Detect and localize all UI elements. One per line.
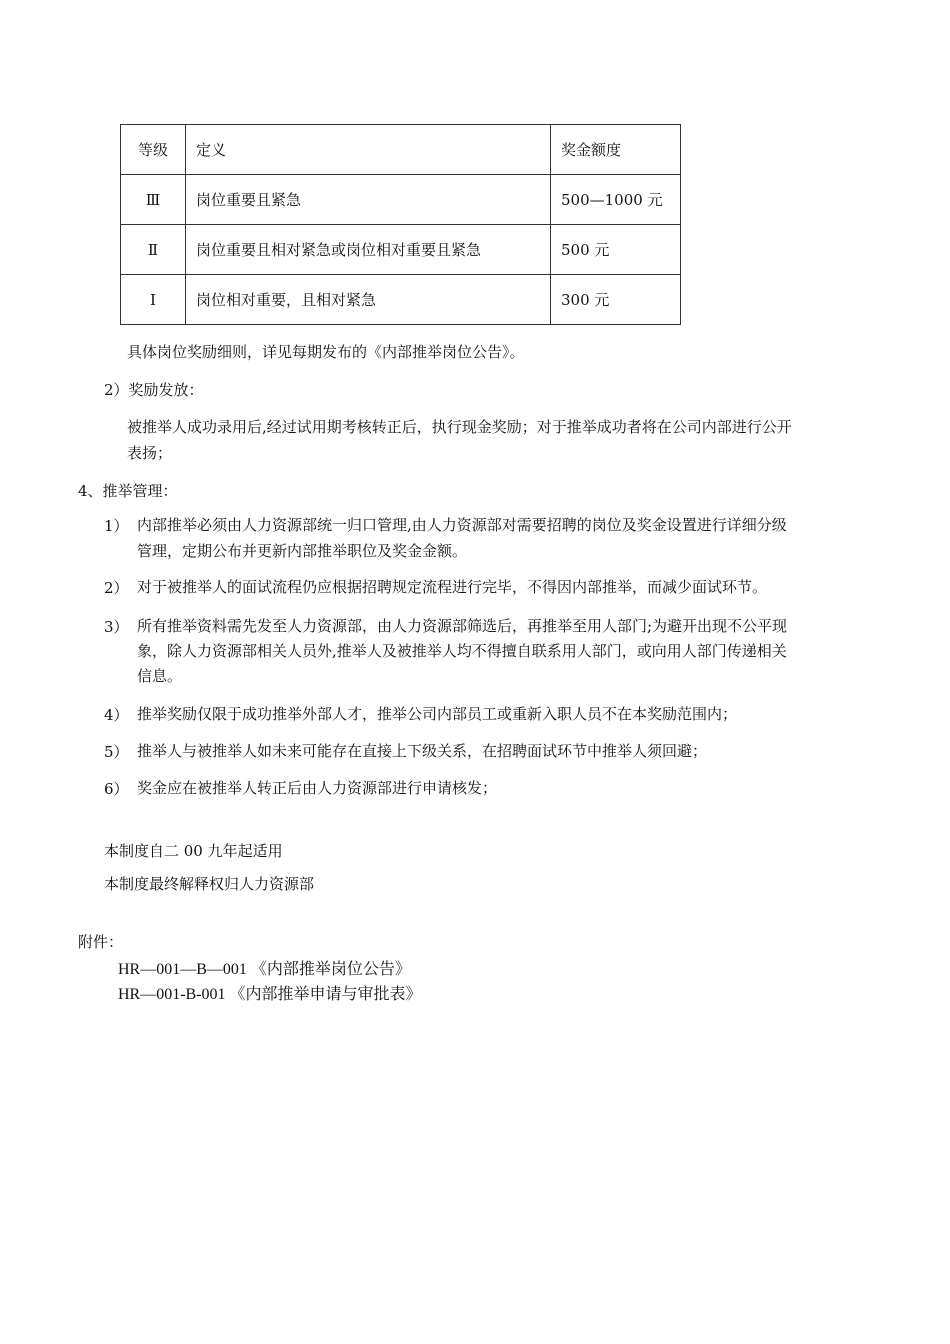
management-item-line: 信息。 xyxy=(137,667,183,685)
row-amount: 300 元 xyxy=(551,275,681,325)
table-row xyxy=(121,275,681,325)
management-item-line: 管理，定期公布并更新内部推举职位及奖金金额。 xyxy=(137,542,468,560)
header-definition: 定义 xyxy=(186,125,551,175)
reward-payment-heading: 2）奖励发放： xyxy=(104,381,204,399)
row-definition: 岗位重要且紧急 xyxy=(186,175,551,225)
management-item-line: 象，除人力资源部相关人员外,推举人及被推举人均不得擅自联系用人部门，或向用人部门传递相关 xyxy=(137,642,787,660)
reward-level-table xyxy=(120,124,681,325)
row-amount: 500 元 xyxy=(551,225,681,275)
management-item-number: 6） xyxy=(104,780,129,798)
interpretation-statement: 本制度最终解释权归人力资源部 xyxy=(104,875,315,893)
attachments-label: 附件： xyxy=(78,933,124,951)
management-item-number: 1） xyxy=(104,517,129,535)
row-definition: 岗位相对重要，且相对紧急 xyxy=(186,275,551,325)
table-row xyxy=(121,175,681,225)
management-heading: 4、推举管理： xyxy=(78,482,178,500)
row-level: Ⅱ xyxy=(121,225,186,275)
row-level: Ⅰ xyxy=(121,275,186,325)
table-row xyxy=(121,225,681,275)
table-header-row xyxy=(121,125,681,175)
management-item-number: 5） xyxy=(104,743,129,761)
row-level: Ⅲ xyxy=(121,175,186,225)
attachment-item: HR—001-B-001 《内部推举申请与审批表》 xyxy=(118,986,422,1003)
row-amount: 500—1000 元 xyxy=(551,175,681,225)
reward-payment-line-1: 被推举人成功录用后,经过试用期考核转正后，执行现金奖励；对于推举成功者将在公司内部进行公开 xyxy=(127,418,792,436)
reward-payment-line-2: 表扬； xyxy=(127,444,173,462)
management-item-line: 所有推举资料需先发至人力资源部，由人力资源部筛选后，再推举至用人部门;为避开出现不公平现 xyxy=(137,617,788,635)
attachment-item: HR—001—B—001 《内部推举岗位公告》 xyxy=(118,961,411,978)
effective-date-statement: 本制度自二 00 九年起适用 xyxy=(104,842,283,860)
management-item-line: 内部推举必须由人力资源部统一归口管理,由人力资源部对需要招聘的岗位及奖金设置进行详细分级 xyxy=(137,516,787,534)
management-item-number: 4） xyxy=(104,706,129,724)
management-item-line: 推举奖励仅限于成功推举外部人才，推举公司内部员工或重新入职人员不在本奖励范围内； xyxy=(137,705,738,723)
header-amount: 奖金额度 xyxy=(551,125,681,175)
management-item-line: 推举人与被推举人如未来可能存在直接上下级关系，在招聘面试环节中推举人须回避； xyxy=(137,742,708,760)
management-item-line: 对于被推举人的面试流程仍应根据招聘规定流程进行完毕，不得因内部推举，而减少面试环节。 xyxy=(137,578,768,596)
table-note: 具体岗位奖励细则，详见每期发布的《内部推举岗位公告》。 xyxy=(127,343,525,361)
management-item-number: 2） xyxy=(104,579,129,597)
management-item-line: 奖金应在被推举人转正后由人力资源部进行申请核发； xyxy=(137,779,498,797)
row-definition: 岗位重要且相对紧急或岗位相对重要且紧急 xyxy=(186,225,551,275)
management-item-number: 3） xyxy=(104,618,129,636)
header-level: 等级 xyxy=(121,125,186,175)
